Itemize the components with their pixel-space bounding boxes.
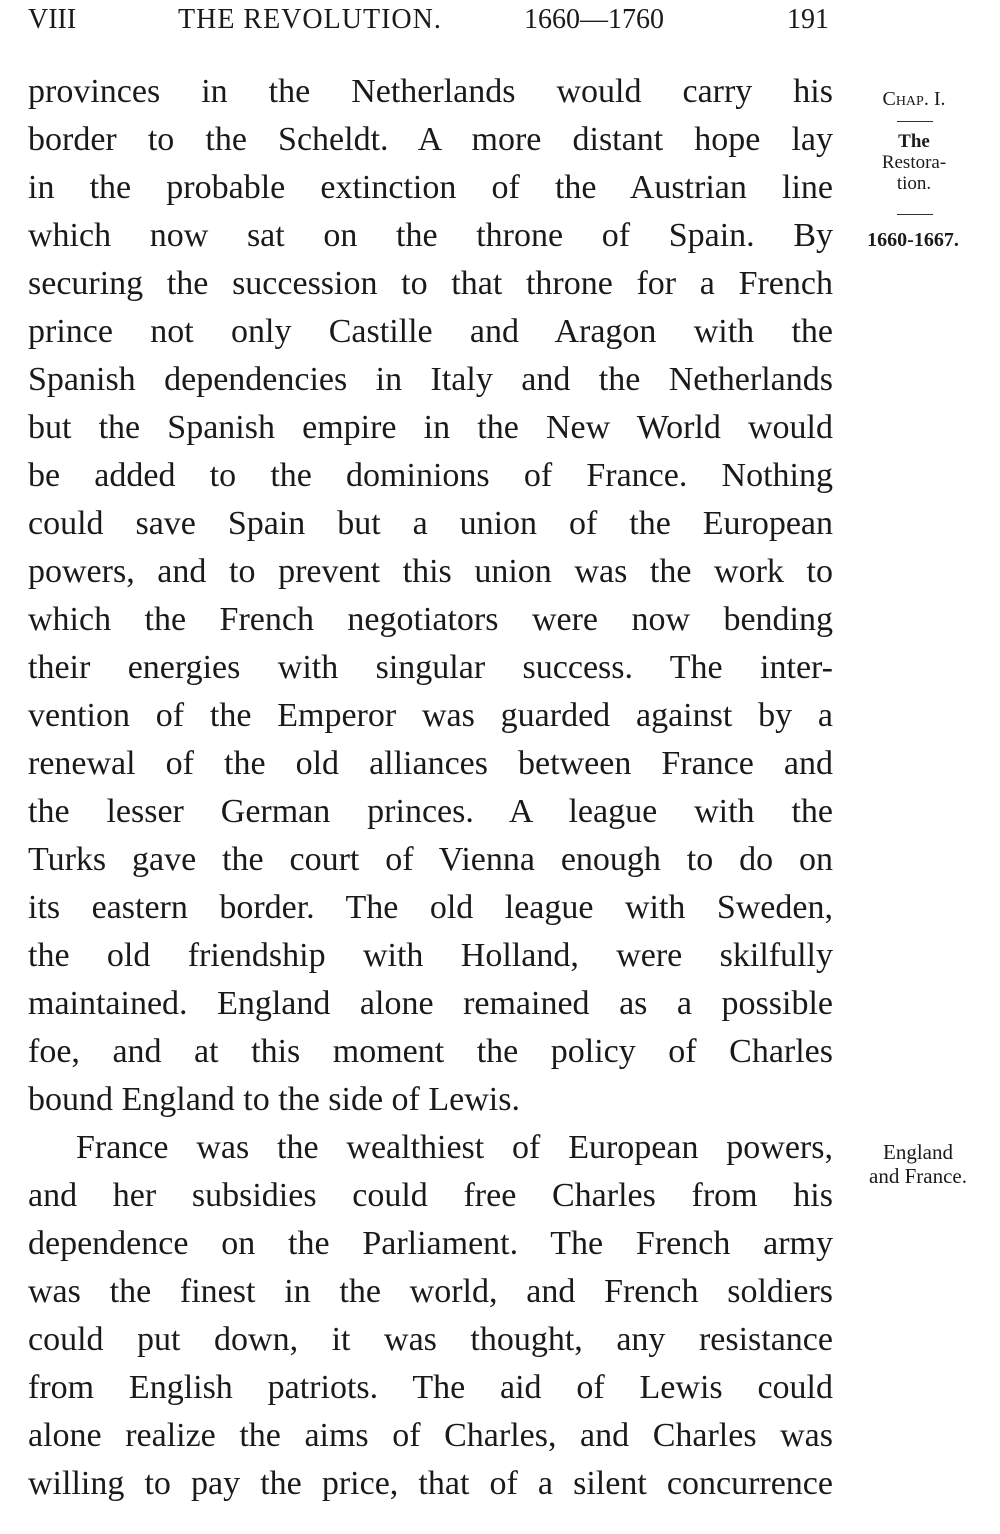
text-line: securing the succession to that throne for a French	[28, 265, 833, 302]
text-line: powers, and to prevent this union was the work to	[28, 553, 833, 590]
text-line: willing to pay the price, that of a silent concurrence	[28, 1465, 833, 1502]
body-text	[28, 68, 833, 1508]
margin-topic-line: Restora-	[881, 152, 947, 173]
text-line: bound England to the side of Lewis.	[28, 1081, 520, 1118]
text-line: which the French negotiators were now bending	[28, 601, 833, 638]
margin-topic-line: tion.	[896, 173, 932, 194]
margin-section-note	[836, 1140, 1000, 1188]
paragraph-1	[28, 68, 833, 1124]
text-line: Turks gave the court of Vienna enough to do on	[28, 841, 833, 878]
text-line: vention of the Emperor was guarded against by a	[28, 697, 833, 734]
margin-section-line: and France.	[869, 1164, 967, 1188]
text-line: and her subsidies could free Charles from his	[28, 1177, 833, 1214]
text-line: border to the Scheldt. A more distant hope lay	[28, 121, 833, 158]
margin-rule-top	[897, 121, 933, 122]
text-line: from English patriots. The aid of Lewis could	[28, 1369, 833, 1406]
margin-topic-line: The	[898, 131, 930, 152]
chapter-numeral: VIII	[28, 4, 77, 35]
text-line: alone realize the aims of Charles, and Charles was	[28, 1417, 833, 1454]
margin-section-line: England	[883, 1140, 953, 1164]
year-range: 1660—1760	[524, 4, 664, 35]
text-line: prince not only Castille and Aragon with the	[28, 313, 833, 350]
text-line: could put down, it was thought, any resistance	[28, 1321, 833, 1358]
paragraph-2	[28, 1124, 833, 1508]
text-line: could save Spain but a union of the European	[28, 505, 833, 542]
text-line: maintained. England alone remained as a possible	[28, 985, 833, 1022]
text-line: Spanish dependencies in Italy and the Netherlands	[28, 361, 833, 398]
margin-topic-note	[852, 131, 976, 194]
page-number: 191	[787, 4, 829, 35]
text-line: France was the wealthiest of European powers,	[76, 1129, 833, 1166]
text-line: which now sat on the throne of Spain. By	[28, 217, 833, 254]
margin-rule-bottom	[897, 214, 933, 215]
text-line: in the probable extinction of the Austrian line	[28, 169, 833, 206]
text-line: but the Spanish empire in the New World would	[28, 409, 833, 446]
text-line: was the finest in the world, and French soldiers	[28, 1273, 833, 1310]
text-line: the lesser German princes. A league with the	[28, 793, 833, 830]
text-line: its eastern border. The old league with Sweden,	[28, 889, 833, 926]
running-header	[0, 4, 1000, 44]
text-line: renewal of the old alliances between France and	[28, 745, 833, 782]
text-line: provinces in the Netherlands would carry his	[28, 73, 833, 110]
text-line: their energies with singular success. The inter-	[28, 649, 833, 686]
text-line: the old friendship with Holland, were skilfully	[28, 937, 833, 974]
book-title: THE REVOLUTION.	[178, 4, 442, 35]
margin-chapter-label: Chap. I.	[882, 88, 946, 110]
text-line: be added to the dominions of France. Nothing	[28, 457, 833, 494]
margin-date-note: 1660-1667.	[867, 229, 959, 251]
text-line: dependence on the Parliament. The French army	[28, 1225, 833, 1262]
text-line: foe, and at this moment the policy of Charles	[28, 1033, 833, 1070]
